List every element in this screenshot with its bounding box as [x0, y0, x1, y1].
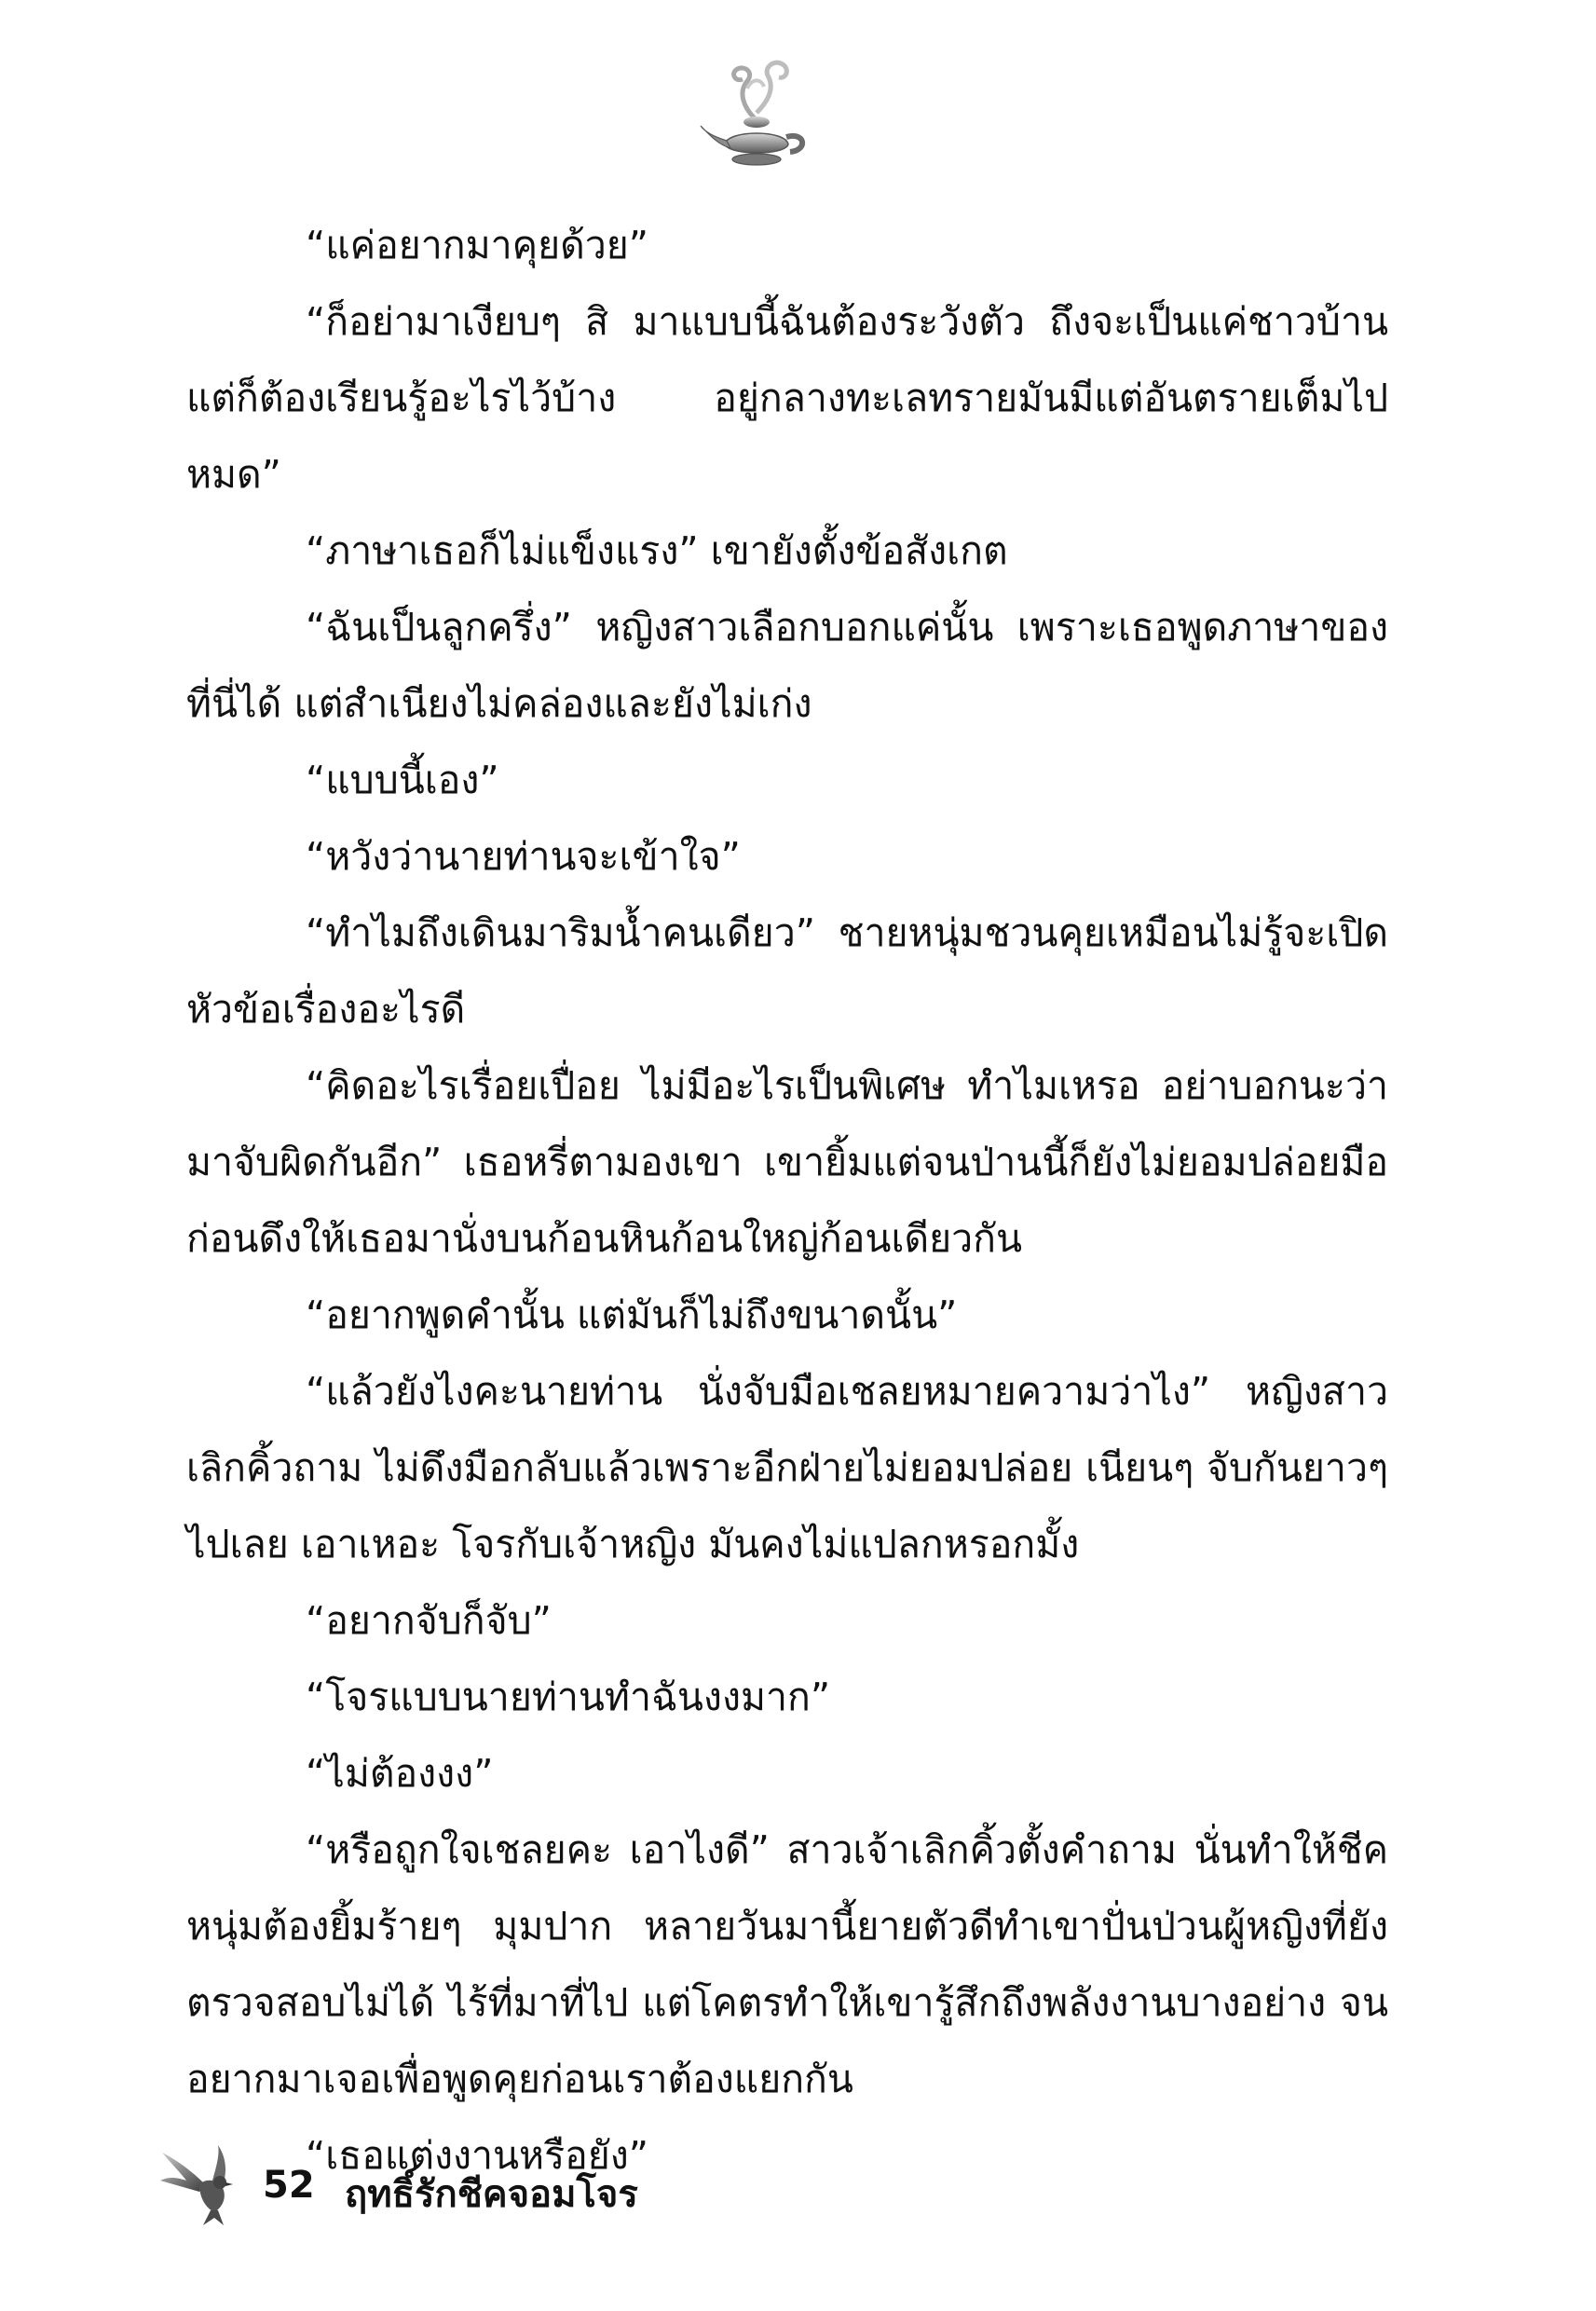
paragraph: “แค่อยากมาคุยด้วย”: [306, 223, 648, 267]
paragraph: “แบบนี้เอง”: [306, 758, 499, 802]
paragraph: “หรือถูกใจเชลยคะ เอาไงดี” สาวเจ้าเลิกคิ้วตั้งคำถาม นั่นทำให้ชีคหนุ่มต้องยิ้มร้ายๆ มุมปาก หลายวันมานี้ยายตัวดีทำเขาปั่นป่วนผู้หญิงที่ยังตรวจสอบไม่ได้ ไร้ที่มาที่ไป แต่โคตรทำให้เขารู้สึกถึงพลังงานบางอย่าง จนอยากมาเจอเพื่อพูดคุยก่อนเราต้องแยกกัน: [186, 1827, 1388, 2101]
page-footer: [158, 2143, 811, 2227]
paragraph: “เธอแต่งงานหรือยัง”: [306, 2133, 648, 2178]
book-title: ฤทธิ์รักชีคจอมโจร: [345, 2173, 638, 2216]
paragraph: “อยากจับก็จับ”: [306, 1598, 552, 1643]
paragraph: “ภาษาเธอก็ไม่แข็งแรง” เขายังตั้งข้อสังเกต: [306, 528, 1008, 573]
paragraph: “อยากพูดคำนั้น แต่มันก็ไม่ถึงขนาดนั้น”: [306, 1292, 958, 1337]
paragraph: “แล้วยังไงคะนายท่าน นั่งจับมือเชลยหมายความว่าไง” หญิงสาวเลิกคิ้วถาม ไม่ดึงมือกลับแล้วเพราะอีกฝ่ายไม่ยอมปล่อย เนียนๆ จับกันยาวๆ ไปเลย เอาเหอะ โจรกับเจ้าหญิง มันคงไม่แปลกหรอกมั้ง: [186, 1369, 1388, 1566]
page-number: 52: [263, 2164, 315, 2207]
paragraph: “ไม่ต้องงง”: [306, 1751, 494, 1796]
paragraph: “ก็อย่ามาเงียบๆ สิ มาแบบนี้ฉันต้องระวังตัว ถึงจะเป็นแค่ชาวบ้าน แต่ก็ต้องเรียนรู้อะไรไว้บ้าง อยู่กลางทะเลทรายมันมีแต่อันตรายเต็มไปหมด”: [186, 299, 1388, 497]
paragraph: “คิดอะไรเรื่อยเปื่อย ไม่มีอะไรเป็นพิเศษ ทำไมเหรอ อย่าบอกนะว่ามาจับผิดกันอีก” เธอหรี่ตามองเขา เขายิ้มแต่จนป่านนี้ก็ยังไม่ยอมปล่อยมือ ก่อนดึงให้เธอมานั่งบนก้อนหินก้อนใหญ่ก้อนเดียวกัน: [186, 1063, 1388, 1261]
paragraph: “โจรแบบนายท่านทำฉันงงมาก”: [306, 1675, 831, 1719]
paragraph: “ทำไมถึงเดินมาริมน้ำคนเดียว” ชายหนุ่มชวนคุยเหมือนไม่รู้จะเปิดหัวข้อเรื่องอะไรดี: [186, 910, 1388, 1032]
paragraph: “หวังว่านายท่านจะเข้าใจ”: [306, 834, 741, 879]
body-text: [186, 207, 1388, 2194]
hawk-icon: [158, 2143, 261, 2227]
genie-lamp-icon: [689, 51, 820, 172]
paragraph: “ฉันเป็นลูกครึ่ง” หญิงสาวเลือกบอกแค่นั้น เพราะเธอพูดภาษาของที่นี่ได้ แต่สำเนียงไม่คล่องและยังไม่เก่ง: [186, 605, 1388, 726]
